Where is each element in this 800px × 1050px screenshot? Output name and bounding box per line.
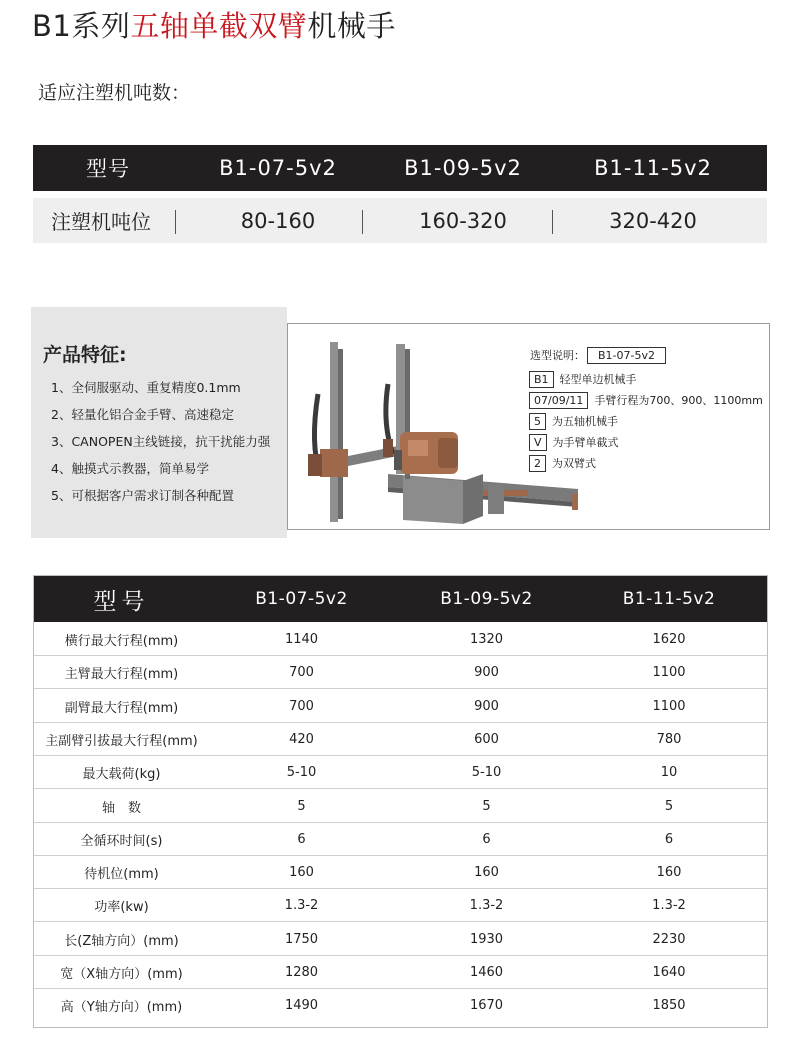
spec-value: 1280 xyxy=(284,965,319,980)
divider xyxy=(362,210,363,234)
table-row xyxy=(34,790,767,823)
spec-value: 1140 xyxy=(284,632,319,647)
spec-value: 10 xyxy=(660,765,678,781)
legend-desc: 轻型单边机械手 xyxy=(559,373,637,386)
legend-desc: 为五轴机械手 xyxy=(552,415,618,428)
spec-value: 1670 xyxy=(469,998,504,1014)
table-row xyxy=(34,823,767,856)
spec-value: 6 xyxy=(664,831,674,847)
tonnage-subtitle: 适应注塑机吨数： xyxy=(38,82,191,104)
spec-value: 600 xyxy=(474,731,499,747)
spec-value: 5-10 xyxy=(286,765,317,781)
tonnage-value-2: 160-320 xyxy=(419,208,507,233)
spec-row-label: 主臂最大行程(mm) xyxy=(64,667,179,683)
spec-header-col-3: B1-11-5v2 xyxy=(622,589,716,609)
spec-value: 5 xyxy=(297,798,306,814)
spec-value: 420 xyxy=(289,731,314,747)
spec-value: 6 xyxy=(482,831,491,847)
tonnage-row-label: 注塑机吨位 xyxy=(51,210,151,234)
tonnage-header-col-1: B1-07-5v2 xyxy=(219,156,337,180)
spec-value: 700 xyxy=(289,665,314,681)
title-prefix: B1系列 xyxy=(32,9,131,43)
tonnage-value-3: 320-420 xyxy=(609,208,697,233)
spec-value: 700 xyxy=(289,698,314,714)
spec-value: 1.3-2 xyxy=(652,898,686,914)
feature-item: 4、触摸式示教器，简单易学 xyxy=(51,461,209,476)
spec-value: 6 xyxy=(297,831,306,847)
tonnage-value-1: 80-160 xyxy=(240,208,316,233)
spec-row-label: 横行最大行程(mm) xyxy=(64,634,179,649)
spec-table-header xyxy=(34,576,767,622)
legend-code: 2 xyxy=(529,455,546,472)
model-legend-row xyxy=(529,392,763,409)
spec-value: 160 xyxy=(289,865,314,881)
spec-row-label: 宽（X轴方向）(mm) xyxy=(60,967,183,982)
spec-row-label: 高（Y轴方向）(mm) xyxy=(60,1000,183,1016)
model-legend-row xyxy=(529,371,637,388)
page-title xyxy=(32,4,396,45)
feature-item: 5、可根据客户需求订制各种配置 xyxy=(51,488,234,503)
features-title: 产品特征: xyxy=(43,344,127,366)
spec-value: 1100 xyxy=(652,665,686,681)
spec-row-label: 长(Z轴方向）(mm) xyxy=(64,933,179,949)
spec-value: 5 xyxy=(482,798,491,814)
title-suffix: 机械手 xyxy=(307,9,396,43)
legend-desc: 为双臂式 xyxy=(552,457,596,470)
spec-row-label: 功率(kw) xyxy=(94,900,149,916)
spec-value: 1100 xyxy=(652,698,686,714)
feature-item: 3、CANOPEN主线链接，抗干扰能力强 xyxy=(51,434,271,449)
legend-code: B1 xyxy=(529,371,554,388)
table-row xyxy=(34,656,767,689)
spec-value: 5 xyxy=(664,798,674,814)
table-row xyxy=(34,723,767,756)
model-legend-row xyxy=(529,434,619,451)
spec-row-label: 待机位(mm) xyxy=(84,867,159,883)
feature-item: 1、全伺服驱动、重复精度0.1mm xyxy=(51,380,241,395)
spec-header-col-1: B1-07-5v2 xyxy=(255,589,348,609)
spec-row-label: 轴 数 xyxy=(101,800,141,816)
spec-value: 1.3-2 xyxy=(284,898,319,914)
spec-value: 780 xyxy=(656,731,682,747)
legend-code: V xyxy=(529,434,547,451)
spec-value: 1320 xyxy=(469,632,504,647)
model-legend-header xyxy=(530,347,672,364)
table-row xyxy=(34,956,767,989)
spec-row-label: 全循环时间(s) xyxy=(80,833,163,849)
tonnage-header-col-3: B1-11-5v2 xyxy=(594,156,712,180)
tonnage-header-model: 型号 xyxy=(86,157,130,181)
legend-desc: 手臂行程为700、900、1100mm xyxy=(594,394,763,407)
spec-table xyxy=(33,575,768,1028)
table-row xyxy=(34,856,767,889)
feature-item: 2、轻量化铝合金手臂、高速稳定 xyxy=(51,407,234,422)
spec-row-label: 最大载荷(kg) xyxy=(82,767,161,783)
table-row xyxy=(34,756,767,789)
legend-header-label: 选型说明： xyxy=(530,349,585,362)
legend-code: 5 xyxy=(529,413,546,430)
spec-value: 1640 xyxy=(652,965,686,980)
features-list xyxy=(51,378,270,513)
spec-value: 1930 xyxy=(469,931,504,947)
spec-header-col-2: B1-09-5v2 xyxy=(440,589,533,609)
spec-row-label: 主副臂引拔最大行程(mm) xyxy=(45,733,198,749)
table-row xyxy=(34,923,767,956)
tonnage-table-row xyxy=(33,198,767,243)
table-row xyxy=(34,989,767,1022)
spec-value: 160 xyxy=(656,865,682,881)
model-legend-row xyxy=(529,455,596,472)
table-row xyxy=(34,623,767,656)
legend-desc: 为手臂单截式 xyxy=(552,436,619,449)
legend-code: 07/09/11 xyxy=(529,392,588,409)
spec-value: 900 xyxy=(474,698,499,714)
spec-value: 1460 xyxy=(469,965,504,980)
divider xyxy=(175,210,176,234)
spec-value: 1.3-2 xyxy=(469,898,504,914)
legend-header-code: B1-07-5v2 xyxy=(587,347,666,364)
tonnage-table-header xyxy=(33,145,767,191)
spec-value: 1490 xyxy=(284,998,319,1014)
spec-value: 900 xyxy=(474,665,499,681)
table-row xyxy=(34,889,767,922)
spec-value: 5-10 xyxy=(471,765,502,781)
spec-row-label: 副臂最大行程(mm) xyxy=(64,700,179,716)
table-row xyxy=(34,690,767,723)
model-legend-row xyxy=(529,413,618,430)
title-highlight: 五轴单截双臂 xyxy=(130,9,308,43)
spec-header-model: 型号 xyxy=(93,588,150,615)
spec-value: 2230 xyxy=(652,931,686,947)
spec-value: 160 xyxy=(474,865,499,881)
spec-value: 1750 xyxy=(284,931,319,947)
spec-value: 1850 xyxy=(652,998,686,1014)
tonnage-header-col-2: B1-09-5v2 xyxy=(404,156,522,180)
spec-value: 1620 xyxy=(652,632,686,647)
